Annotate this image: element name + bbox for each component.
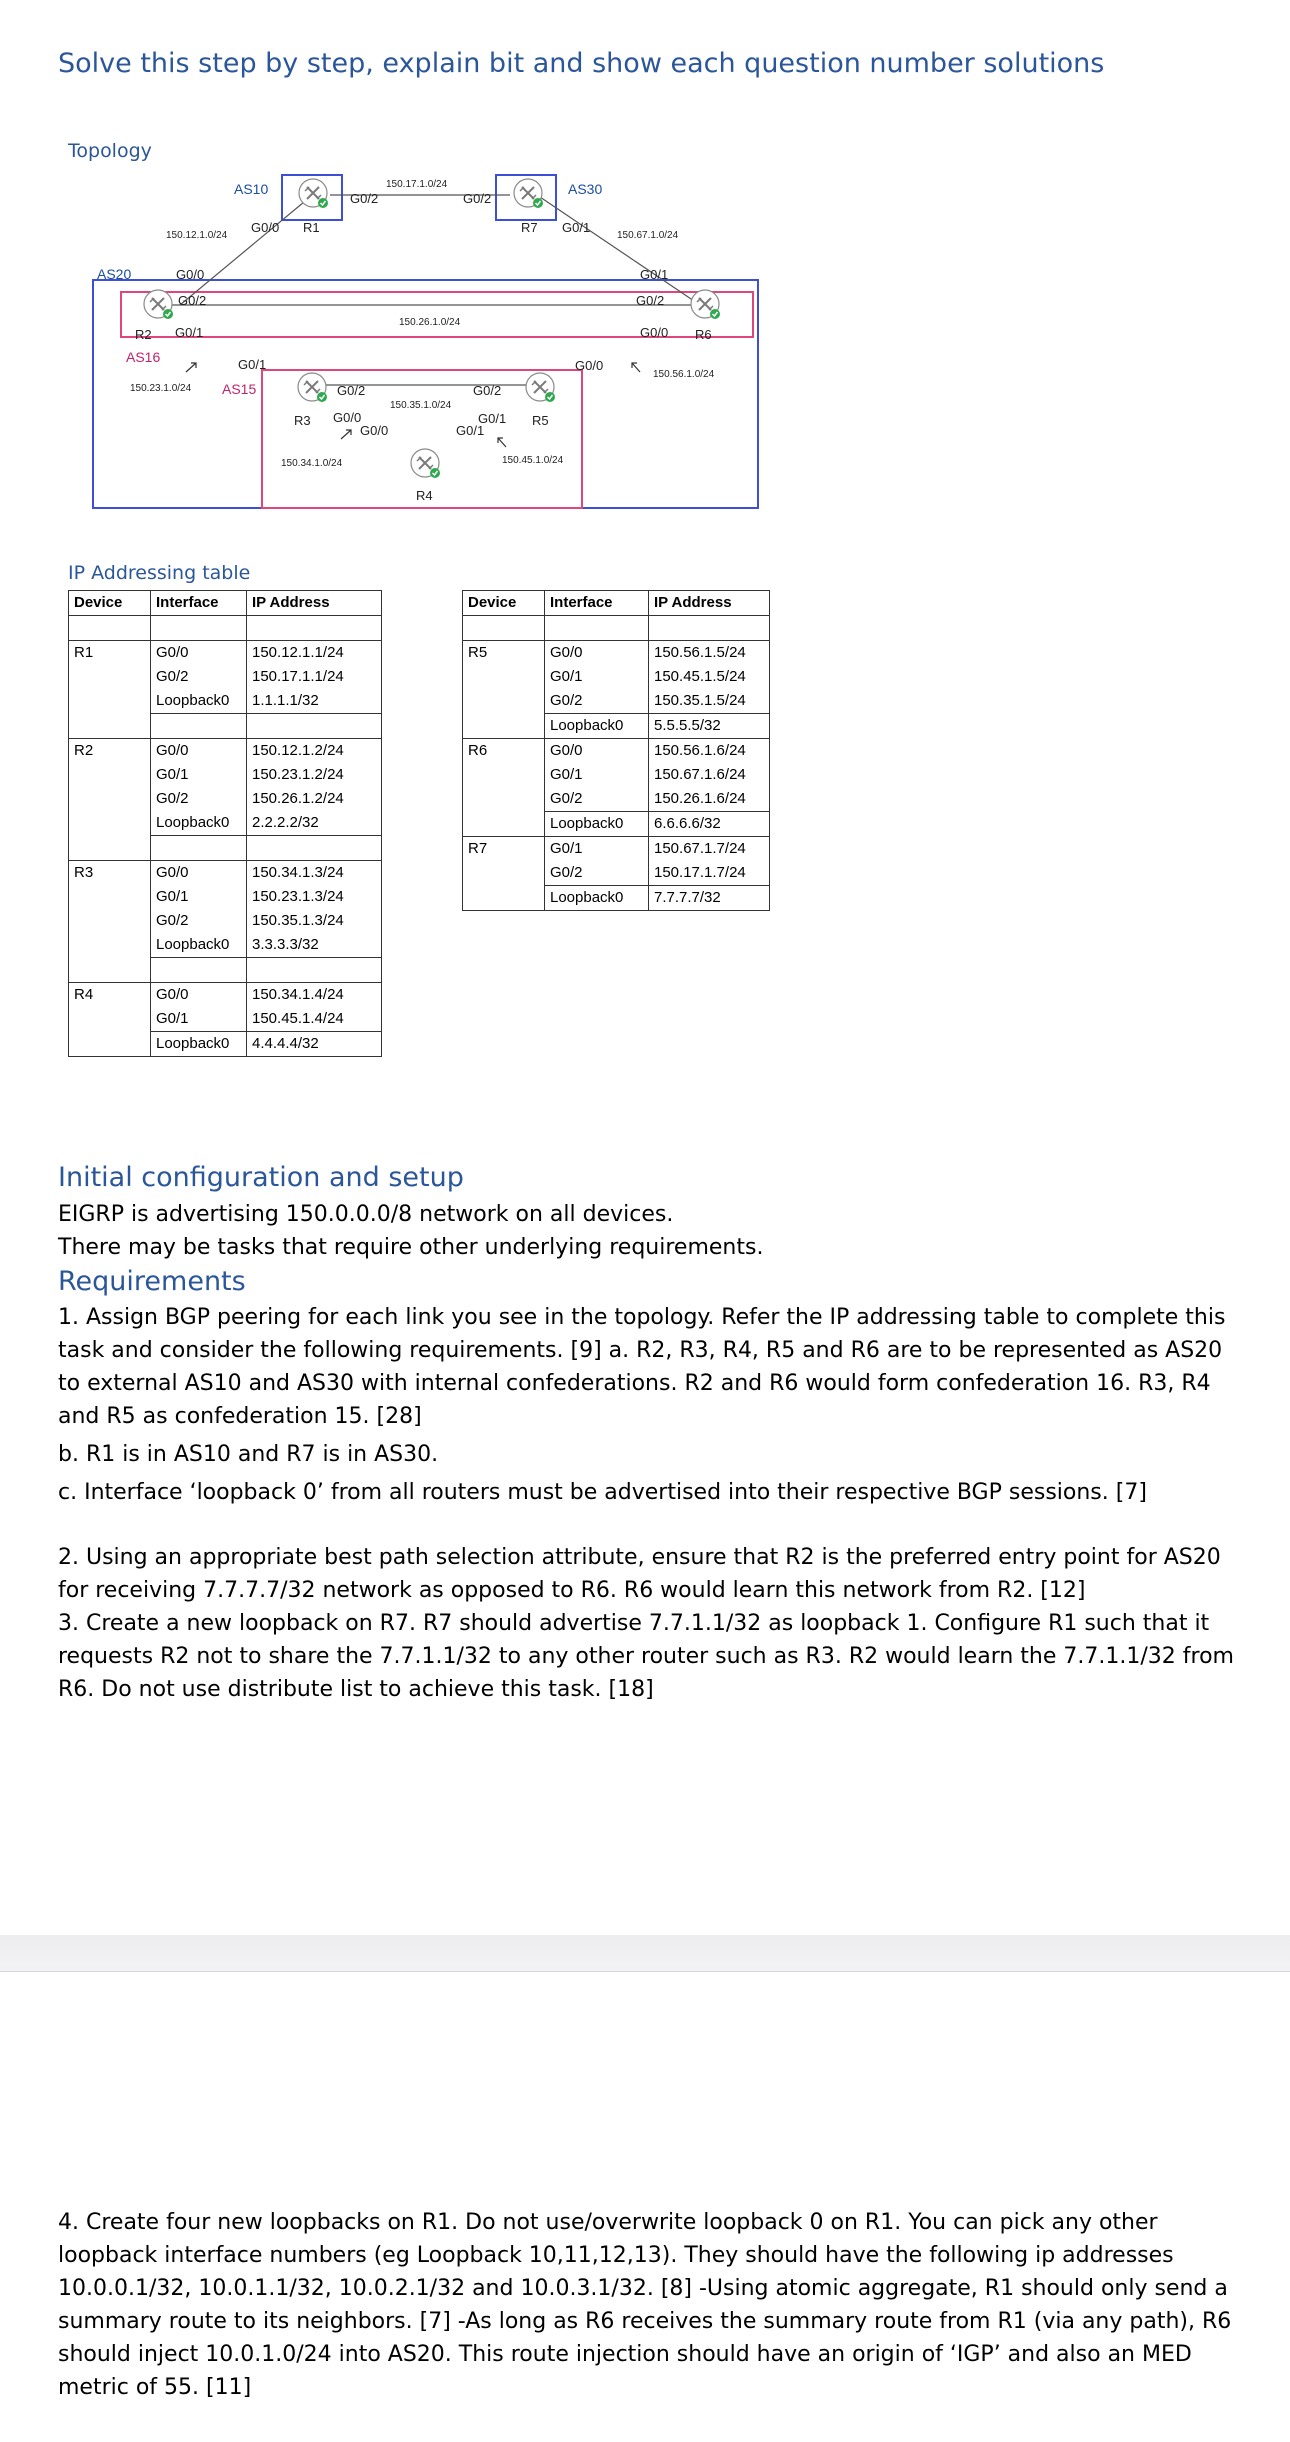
if-r1-g02: G0/2 (350, 191, 379, 206)
if-r6-g02: G0/2 (636, 293, 665, 308)
col-header-device: Device (69, 591, 151, 616)
table-row: G0/2 150.26.1.6/24 (463, 787, 770, 812)
if-r5-g02: G0/2 (473, 383, 502, 398)
requirement-1c: c. Interface ‘loopback 0’ from all routers must be advertised into their respective BGP sessions. [7] (58, 1480, 1147, 1505)
table-row: Loopback0 3.3.3.3/32 (69, 933, 382, 958)
links (150, 195, 710, 385)
net-label-23: 150.23.1.0/24 (130, 383, 192, 394)
if-r5-g01: G0/1 (478, 411, 507, 426)
ip-table-label: IP Addressing table (68, 562, 251, 584)
as-label-as16: AS16 (126, 349, 161, 365)
requirements-heading: Requirements (58, 1266, 246, 1297)
page-title: Solve this step by step, explain bit and show each question number solutions (58, 48, 1105, 79)
if-r3-g02: G0/2 (337, 383, 366, 398)
router-name-r4: R4 (416, 488, 433, 503)
if-r4-g01: G0/1 (456, 423, 485, 438)
net-label-12: 150.12.1.0/24 (166, 230, 228, 241)
table-row: Loopback0 5.5.5.5/32 (463, 714, 770, 739)
if-r2-g01: G0/1 (175, 325, 204, 340)
table-row: Loopback0 4.4.4.4/32 (69, 1032, 382, 1057)
table-row: G0/2 150.26.1.2/24 (69, 787, 382, 811)
as-label-as20: AS20 (97, 266, 132, 282)
if-r7-g01: G0/1 (562, 220, 591, 235)
net-label-45: 150.45.1.0/24 (502, 455, 564, 466)
col-header-device: Device (463, 591, 545, 616)
table-row (69, 714, 382, 739)
if-r2-g02: G0/2 (178, 293, 207, 308)
device-cell: R1 (69, 641, 151, 666)
table-row: G0/1 150.23.1.2/24 (69, 763, 382, 787)
if-r1-g00: G0/0 (251, 220, 280, 235)
router-r4-icon (411, 449, 440, 478)
ip-table-left (68, 590, 382, 1057)
if-r5-g00: G0/0 (575, 358, 604, 373)
device-cell: R3 (69, 861, 151, 886)
net-label-67: 150.67.1.0/24 (617, 230, 679, 241)
requirement-1b: b. R1 is in AS10 and R7 is in AS30. (58, 1442, 439, 1467)
table-row: Loopback0 1.1.1.1/32 (69, 689, 382, 714)
table-row: G0/2 150.35.1.5/24 (463, 689, 770, 714)
if-r4-g00: G0/0 (360, 423, 389, 438)
ip-table-right (462, 590, 770, 911)
table-row: G0/1 150.67.1.6/24 (463, 763, 770, 787)
table-row: R3 G0/0 150.34.1.3/24 (69, 861, 382, 886)
table-row (69, 836, 382, 861)
table-row: G0/1 150.45.1.5/24 (463, 665, 770, 689)
net-label-56: 150.56.1.0/24 (653, 369, 715, 380)
table-row: G0/1 150.45.1.4/24 (69, 1007, 382, 1032)
topology-diagram (60, 165, 780, 525)
as-label-as30: AS30 (568, 181, 603, 197)
table-row: Loopback0 7.7.7.7/32 (463, 886, 770, 911)
col-header-ip: IP Address (649, 591, 770, 616)
device-cell: R6 (463, 739, 545, 764)
net-label-34: 150.34.1.0/24 (281, 458, 343, 469)
table-row: R6 G0/0 150.56.1.6/24 (463, 739, 770, 764)
if-r3-g01: G0/1 (238, 357, 267, 372)
if-r6-g00: G0/0 (640, 325, 669, 340)
device-cell: R4 (69, 983, 151, 1008)
net-label-17: 150.17.1.0/24 (386, 179, 448, 190)
table-row: R1 G0/0 150.12.1.1/24 (69, 641, 382, 666)
as-label-as10: AS10 (234, 181, 269, 197)
net-label-35: 150.35.1.0/24 (390, 400, 452, 411)
topology-label: Topology (68, 140, 152, 162)
router-r5-icon (526, 373, 555, 402)
router-r7-icon (514, 179, 543, 208)
router-name-r2: R2 (135, 327, 152, 342)
table-row: R2 G0/0 150.12.1.2/24 (69, 739, 382, 764)
if-r3-g00: G0/0 (333, 410, 362, 425)
table-row (69, 958, 382, 983)
device-cell: R2 (69, 739, 151, 764)
table-row: G0/2 150.17.1.7/24 (463, 861, 770, 886)
as-label-as15: AS15 (222, 381, 257, 397)
table-row: Loopback0 2.2.2.2/32 (69, 811, 382, 836)
router-r1-icon (299, 179, 328, 208)
if-r7-g02: G0/2 (463, 191, 492, 206)
table-row: Loopback0 6.6.6.6/32 (463, 812, 770, 837)
router-name-r3: R3 (294, 413, 311, 428)
router-name-r1: R1 (303, 220, 320, 235)
device-cell: R7 (463, 837, 545, 862)
setup-heading: Initial configuration and setup (58, 1162, 464, 1193)
setup-line: EIGRP is advertising 150.0.0.0/8 network on all devices. (58, 1202, 674, 1227)
router-r6-icon (691, 290, 720, 319)
setup-line: There may be tasks that require other underlying requirements. (58, 1235, 764, 1260)
table-row: R5 G0/0 150.56.1.5/24 (463, 641, 770, 666)
col-header-interface: Interface (545, 591, 649, 616)
router-name-r6: R6 (695, 327, 712, 342)
requirement-2: 2. Using an appropriate best path selection attribute, ensure that R2 is the preferred entry point for AS20 for receiving 7.7.7.7/32 network as opposed to R6. R6 would learn this network from R2. [12] (58, 1545, 1221, 1603)
requirement-3: 3. Create a new loopback on R7. R7 should advertise 7.7.1.1/32 as loopback 1. Configure R1 such that it requests R2 not to share the 7.7.1.1/32 to any other router such as R3. R2 would learn the 7.7.1.1/32 from R6. Do not use distribute list to achieve this task. [18] (58, 1611, 1234, 1702)
device-cell: R5 (463, 641, 545, 666)
table-row: R7 G0/1 150.67.1.7/24 (463, 837, 770, 862)
page-divider (0, 1935, 1290, 1972)
table-row: G0/2 150.17.1.1/24 (69, 665, 382, 689)
col-header-ip: IP Address (247, 591, 382, 616)
table-row: G0/2 150.35.1.3/24 (69, 909, 382, 933)
col-header-interface: Interface (151, 591, 247, 616)
table-row: R4 G0/0 150.34.1.4/24 (69, 983, 382, 1008)
table-row: G0/1 150.23.1.3/24 (69, 885, 382, 909)
requirement-4: 4. Create four new loopbacks on R1. Do not use/overwrite loopback 0 on R1. You can pick any other loopback interface numbers (eg Loopback 10,11,12,13). They should have the following ip addresses 10.0.0.1/32, 10.0.1.1/32, 10.0.2.1/32 and 10.0.3.1/32. [8] -Using atomic aggregate, R1 should only send a summary route to its neighbors. [7] -As long as R6 receives the summary route from R1 (via any path), R6 should inject 10.0.1.0/24 into AS20. This route injection should have an origin of ‘IGP’ and also an MED metric of 55. [11] (58, 2210, 1232, 2400)
net-label-26: 150.26.1.0/24 (399, 317, 461, 328)
requirement-1: 1. Assign BGP peering for each link you see in the topology. Refer the IP addressing table to complete this task and consider the following requirements. [9] a. R2, R3, R4, R5 and R6 are to be represented as AS20 to external AS10 and AS30 with internal confederations. R2 and R6 would form confederation 16. R3, R4 and R5 as confederation 15. [28] (58, 1305, 1226, 1429)
if-r2-g00: G0/0 (176, 267, 205, 282)
router-r3-icon (298, 373, 327, 402)
router-r2-icon (144, 290, 173, 319)
router-name-r7: R7 (521, 220, 538, 235)
if-r6-g01: G0/1 (640, 267, 669, 282)
router-name-r5: R5 (532, 413, 549, 428)
